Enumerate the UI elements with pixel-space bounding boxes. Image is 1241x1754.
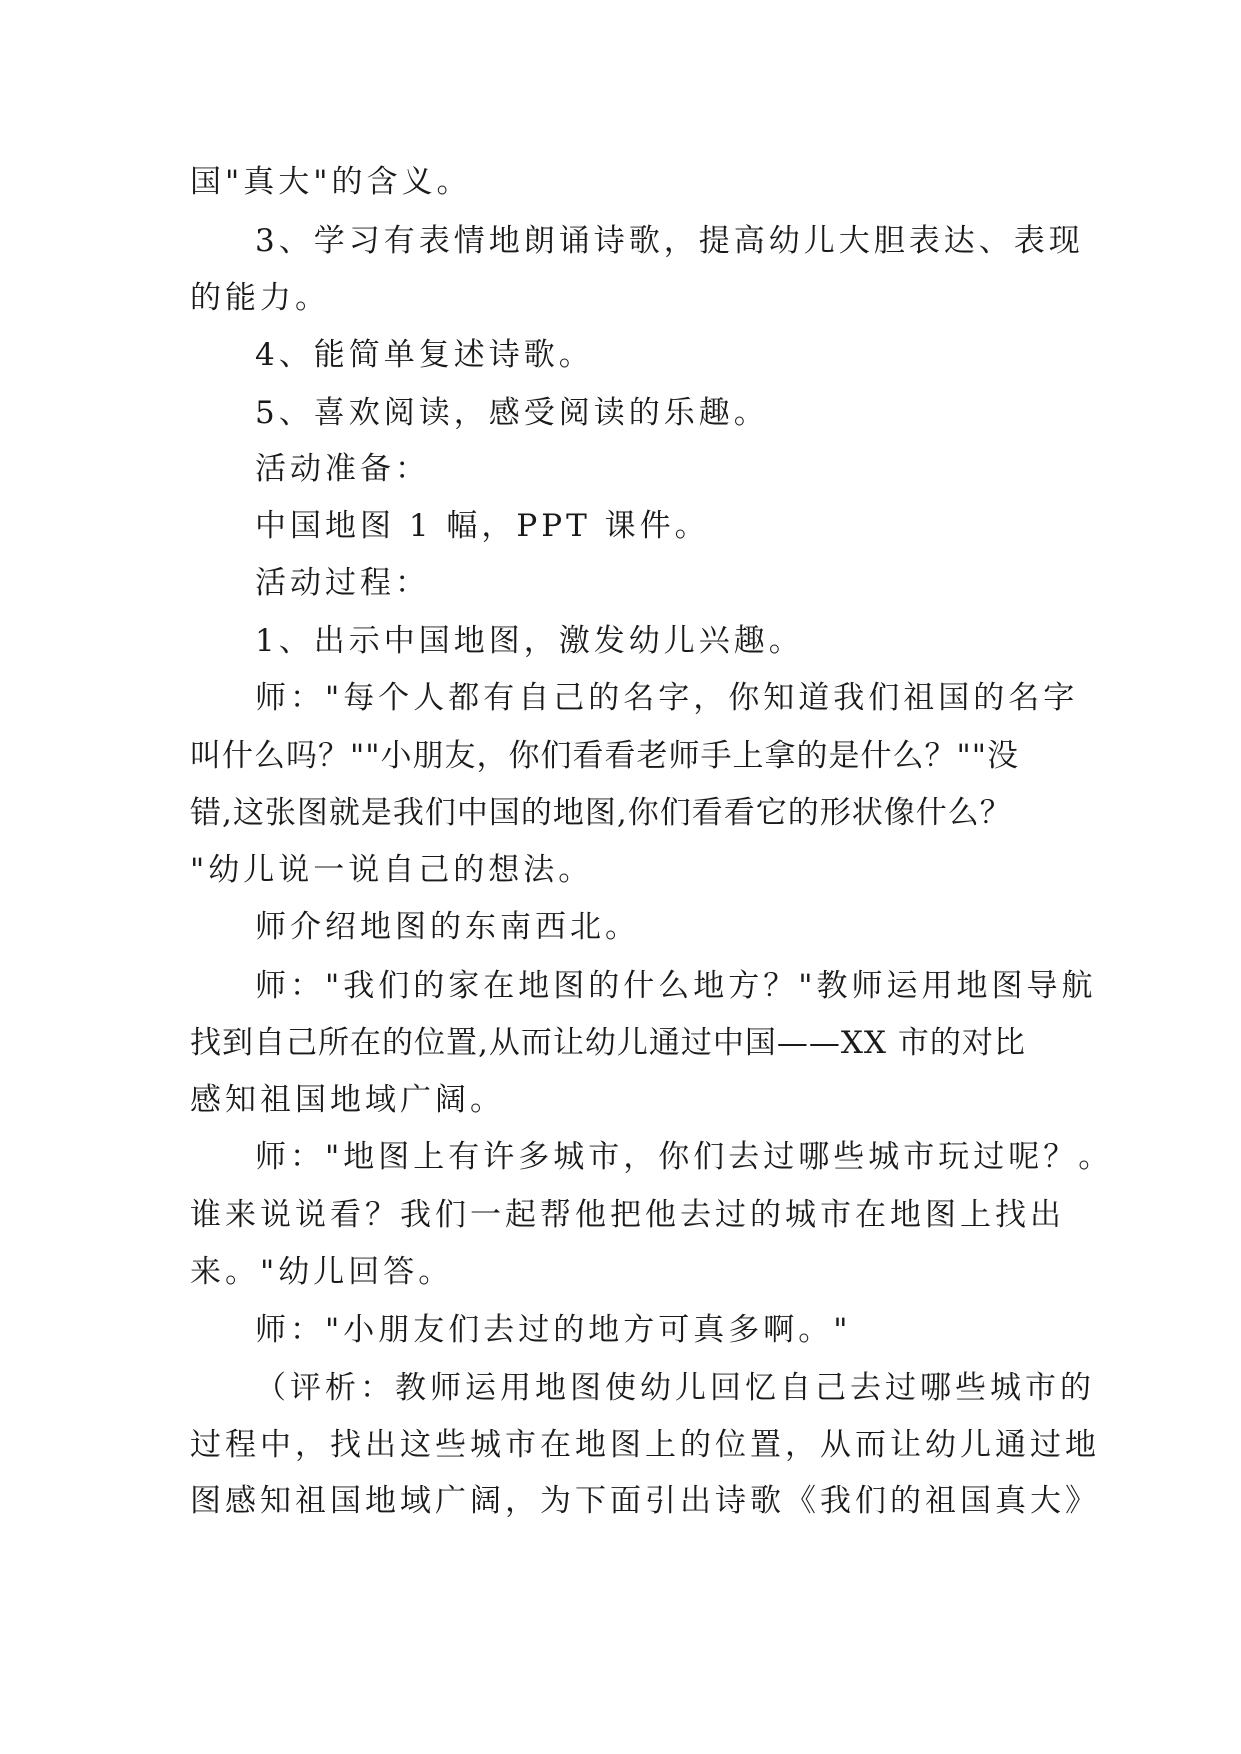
- text-line: 4、能简单复述诗歌。: [255, 337, 594, 373]
- text-line: 错,这张图就是我们中国的地图,你们看看它的形状像什么？: [190, 795, 1012, 831]
- text-line: 国"真大"的含义。: [190, 164, 472, 200]
- text-line: 感知祖国地域广阔。: [190, 1082, 505, 1118]
- section-heading: 活动准备：: [255, 451, 430, 487]
- text-line: 师："我们的家在地图的什么地方？"教师运用地图导航: [255, 968, 1097, 1004]
- text-line: 中国地图 1 幅，PPT 课件。: [255, 508, 710, 544]
- text-line: 1、出示中国地图，激发幼儿兴趣。: [255, 623, 804, 659]
- text-line: "幼儿说一说自己的想法。: [190, 852, 594, 888]
- text-line: 师："小朋友们去过的地方可真多啊。": [255, 1312, 852, 1348]
- text-line: 师："地图上有许多城市，你们去过哪些城市玩过呢？。: [255, 1139, 1114, 1175]
- text-line: 图感知祖国地域广阔，为下面引出诗歌《我们的祖国真大》: [190, 1483, 1100, 1519]
- text-line: （评析：教师运用地图使幼儿回忆自己去过哪些城市的: [255, 1370, 1095, 1406]
- text-line: 叫什么吗？""小朋友，你们看看老师手上拿的是什么？""没: [190, 738, 1020, 774]
- text-line: 谁来说说看？我们一起帮他把他去过的城市在地图上找出: [190, 1197, 1065, 1233]
- text-line: 的能力。: [190, 280, 330, 316]
- text-line: 5、喜欢阅读，感受阅读的乐趣。: [255, 395, 769, 431]
- text-line: 师："每个人都有自己的名字，你知道我们祖国的名字: [255, 680, 1079, 716]
- text-line: 过程中，找出这些城市在地图上的位置，从而让幼儿通过地: [190, 1427, 1100, 1463]
- text-line: 师介绍地图的东南西北。: [255, 909, 640, 945]
- text-line: 来。"幼儿回答。: [190, 1254, 454, 1290]
- text-line: 找到自己所在的位置,从而让幼儿通过中国——XX 市的对比: [190, 1025, 1026, 1061]
- section-heading: 活动过程：: [255, 565, 430, 601]
- text-line: 3、学习有表情地朗诵诗歌，提高幼儿大胆表达、表现: [255, 223, 1084, 259]
